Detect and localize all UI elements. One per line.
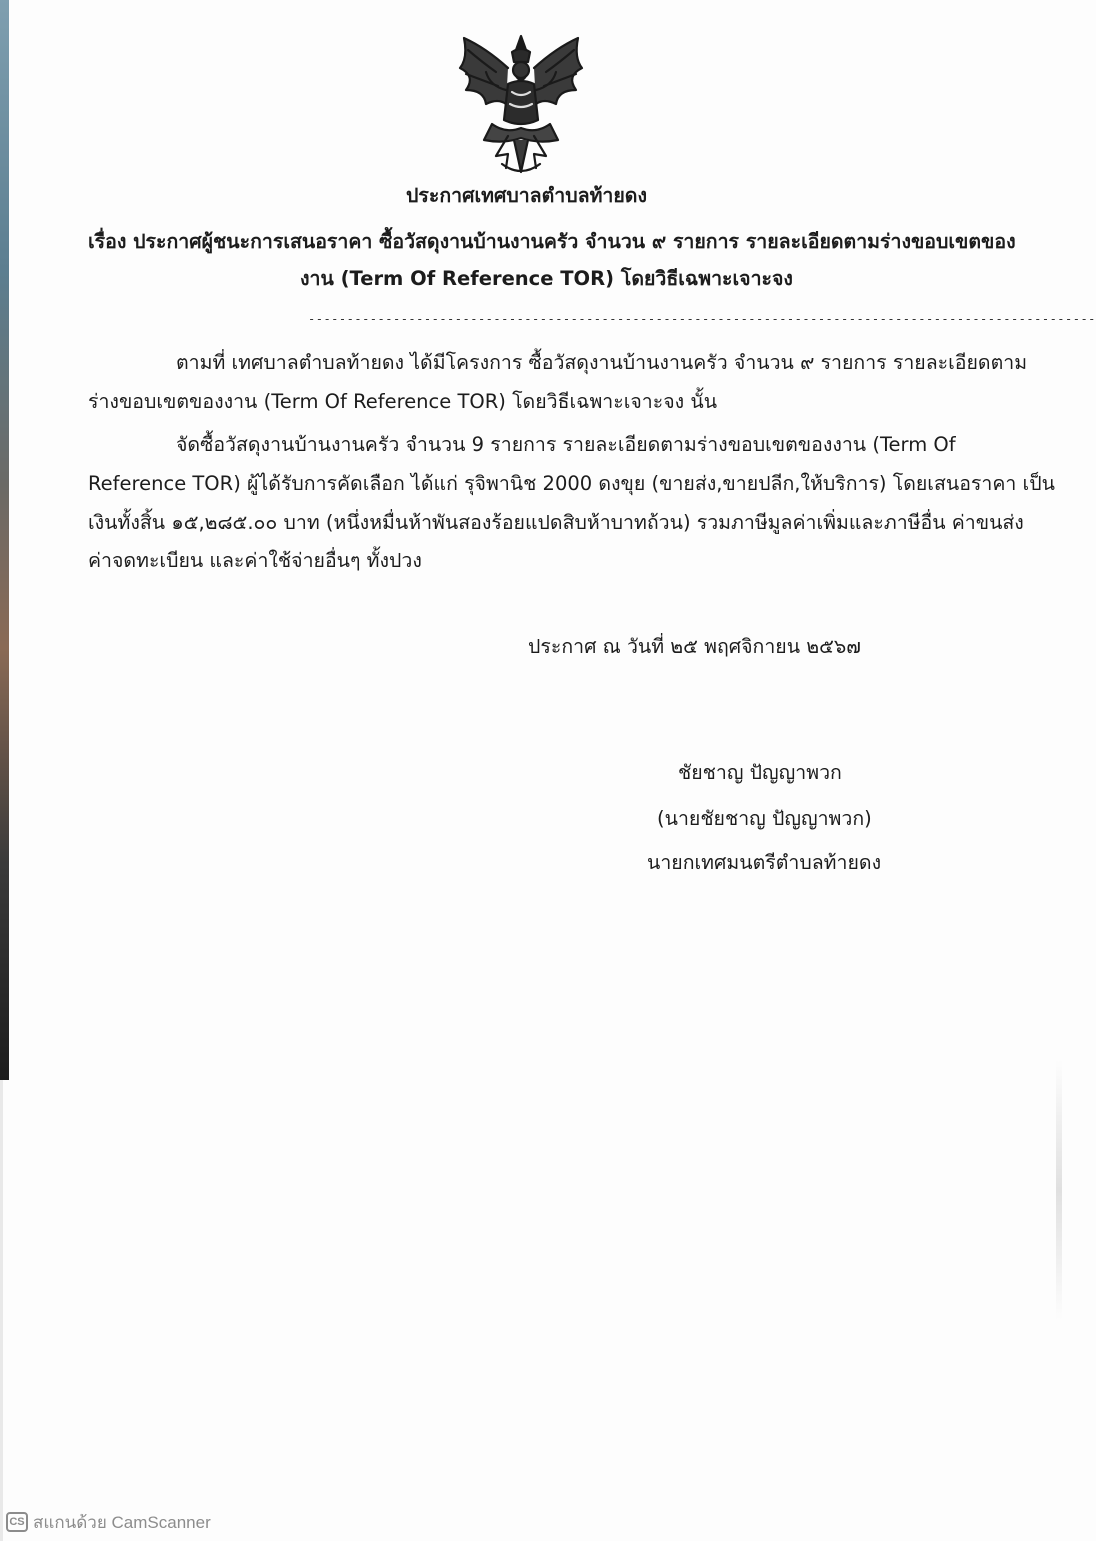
signature-name: ชัยชาญ ปัญญาพวก [678,761,842,784]
subject-line-2: งาน (Term Of Reference TOR) โดยวิธีเฉพาะเจาะจง [300,267,793,290]
printed-name: (นายชัยชาญ ปัญญาพวก) [657,807,872,830]
paragraph-2-line-2: Reference TOR) ผู้ได้รับการคัดเลือก ได้แก่ รุจิพานิช 2000 ดงขุย (ขายส่ง,ขายปลีก,ให้บริการ) โดยเสนอราคา เป็น [88,472,1055,495]
separator-line: ------------------------------------------------------------------------------------------------------ [308,312,1096,326]
paragraph-2-line-1: จัดซื้อวัสดุงานบ้านงานครัว จำนวน 9 รายการ รายละเอียดตามร่างขอบเขตของงาน (Term Of [176,433,956,456]
scan-edge-right [1056,1060,1062,1320]
watermark-text: สแกนด้วย CamScanner [33,1512,211,1532]
paragraph-2-line-4: ค่าจดทะเบียน และค่าใช้จ่ายอื่นๆ ทั้งปวง [88,549,422,572]
scan-edge-left [0,0,9,1080]
paragraph-2-line-3: เงินทั้งสิ้น ๑๕,๒๘๕.๐๐ บาท (หนึ่งหมื่นห้าพันสองร้อยแปดสิบห้าบาทถ้วน) รวมภาษีมูลค่าเพิ่มและภาษีอื่น ค่าขนส่ง [88,511,1024,534]
paragraph-1-line-1: ตามที่ เทศบาลตำบลท้ายดง ได้มีโครงการ ซื้อวัสดุงานบ้านงานครัว จำนวน ๙ รายการ รายละเอียดตาม [176,351,1028,374]
camscanner-watermark [6,1511,211,1533]
announcement-date: ประกาศ ณ วันที่ ๒๕ พฤศจิกายน ๒๕๖๗ [528,635,861,658]
paragraph-1-line-2: ร่างขอบเขตของงาน (Term Of Reference TOR) โดยวิธีเฉพาะเจาะจง นั้น [88,390,718,413]
org-title: ประกาศเทศบาลตำบลท้ายดง [406,184,647,207]
camscanner-logo-icon: CS [6,1512,28,1532]
signatory-position: นายกเทศมนตรีตำบลท้ายดง [647,851,882,874]
scan-edge-left-lower [0,1080,3,1541]
garuda-emblem-icon [446,28,596,178]
subject-line-1: เรื่อง ประกาศผู้ชนะการเสนอราคา ซื้อวัสดุงานบ้านงานครัว จำนวน ๙ รายการ รายละเอียดตามร่างขอบเขตของ [88,230,1016,253]
